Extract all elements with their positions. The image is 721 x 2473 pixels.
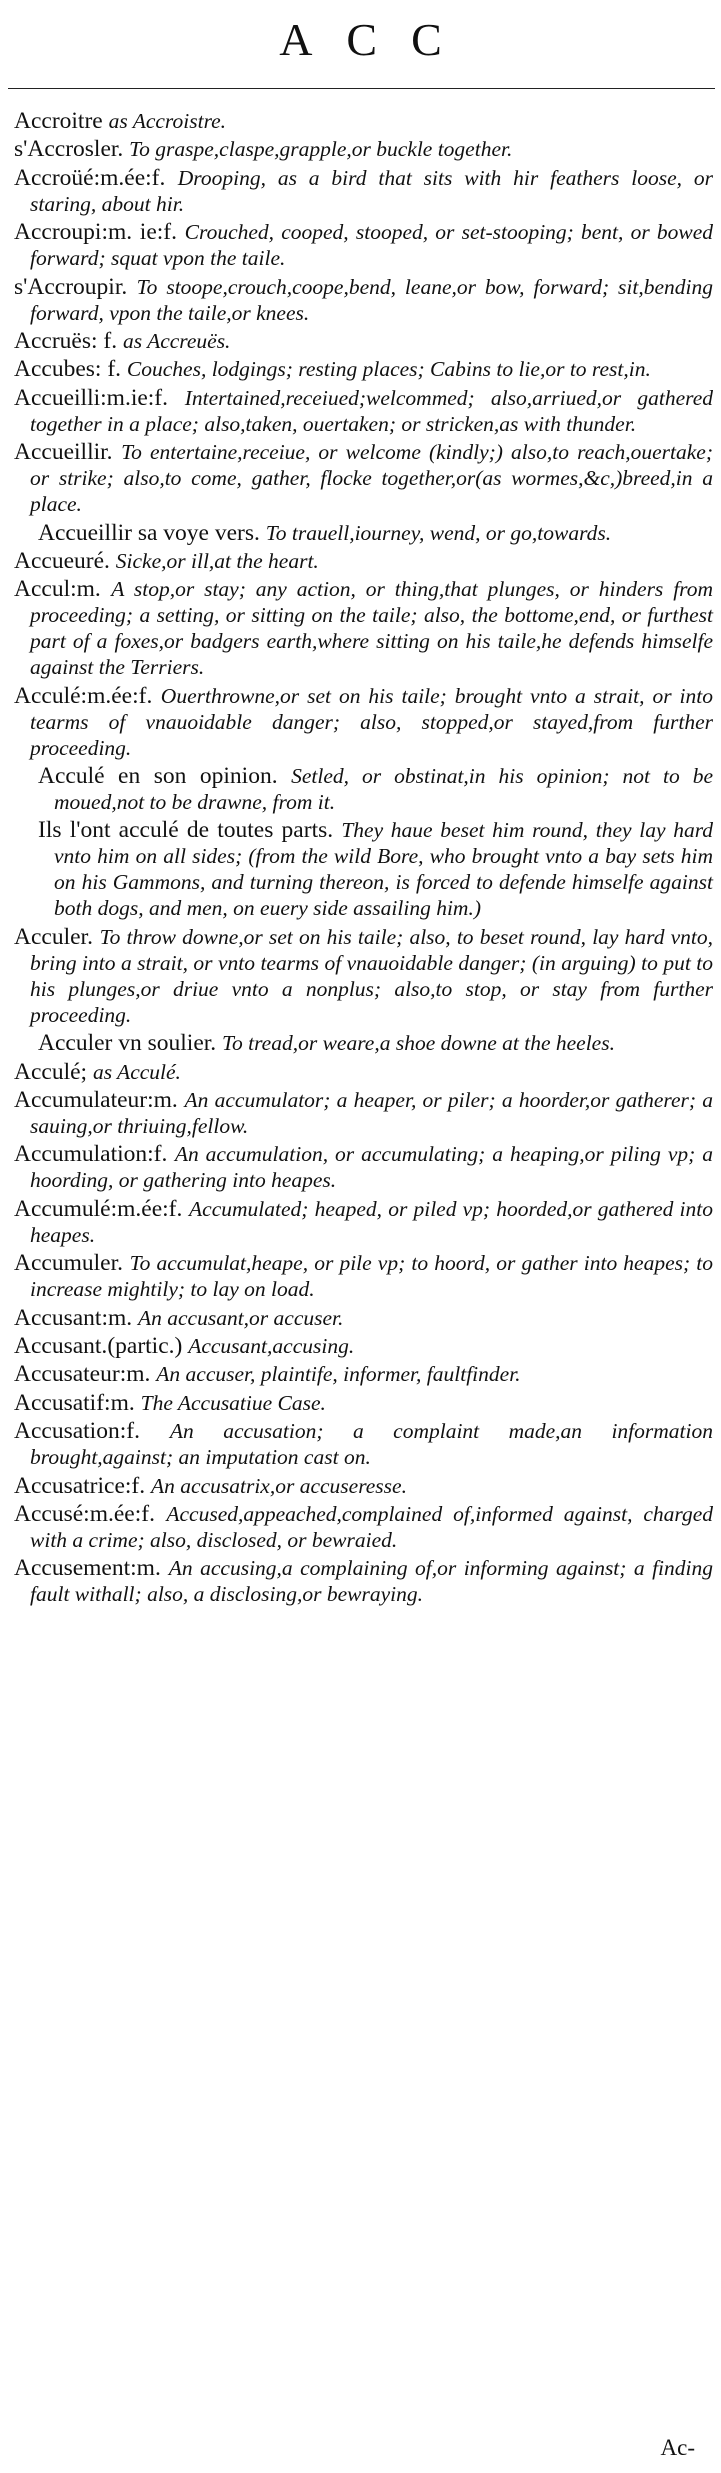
entry-headword: Accusation xyxy=(14,1418,120,1445)
entry-definition: An accuser, plaintife, informer, faultfinder. xyxy=(156,1362,521,1387)
dictionary-entry xyxy=(14,136,713,162)
entry-grammar: :m.ie:f. xyxy=(100,384,169,411)
entry-grammar: : f. xyxy=(90,327,118,354)
dictionary-entry xyxy=(14,683,713,761)
entry-headword: Accruës xyxy=(14,327,91,354)
entry-headword: Accul xyxy=(14,576,71,603)
sub-entry xyxy=(14,763,713,815)
dictionary-entry xyxy=(14,1473,713,1499)
entry-headword: Accueillir. xyxy=(14,439,113,466)
entry-headword: Accueillir sa voye vers. xyxy=(38,519,260,546)
entry-definition: They haue beset him round, they lay hard vnto him on all sides; (from the wild Bore, who brought vnto a bay sets him on his Gammons, and turning thereon, is forced to defende himselfe against both dogs, and men, on euery side assailing him.) xyxy=(54,818,714,921)
entry-list xyxy=(14,108,713,1610)
dictionary-entry xyxy=(14,576,713,680)
entry-headword: Accroupi xyxy=(14,219,102,246)
entry-definition: To stoope,crouch,coope,bend, leane,or bow, forward; sit,bending forward, vpon the taile,or knees. xyxy=(30,274,714,325)
entry-definition: Setled, or obstinat,in his opinion; not to be moued,not to be drawne, from it. xyxy=(54,764,713,815)
entry-grammar: :m.ée:f. xyxy=(110,1195,183,1222)
entry-definition: An accumulation, or accumulating; a heaping,or piling vp; a hoording, or gathering into heapes. xyxy=(30,1142,714,1193)
entry-grammar: :f. xyxy=(119,1418,140,1445)
dictionary-entry xyxy=(14,274,713,326)
entry-headword: Acculé en son opinion. xyxy=(38,763,278,790)
dictionary-entry xyxy=(14,1059,713,1085)
entry-grammar: :m. xyxy=(70,576,101,603)
header-rule xyxy=(8,88,715,89)
dictionary-entry xyxy=(14,1196,713,1248)
dictionary-entry xyxy=(14,1418,713,1470)
entry-definition: To tread,or weare,a shoe downe at the heeles. xyxy=(222,1031,615,1056)
entry-headword: Accusé xyxy=(14,1500,84,1527)
dictionary-entry xyxy=(14,165,713,217)
entry-headword: Accroitre xyxy=(14,108,103,134)
entry-definition: Accumulated; heaped, or piled vp; hoorded,or gathered into heapes. xyxy=(30,1196,714,1247)
entry-grammar: :m. xyxy=(147,1087,178,1114)
entry-headword: Accumulateur xyxy=(14,1087,148,1114)
entry-definition: Couches, lodgings; resting places; Cabins to lie,or to rest,in. xyxy=(126,357,651,382)
entry-definition: A stop,or stay; any action, or thing,that plunges, or hinders from proceeding; a setting, or sitting on the taile; also, the bottome,end, or furthest part of a foxes,or badgers earth,where sitting on his taile,he defends himselfe against the Terriers. xyxy=(30,577,714,680)
dictionary-entry xyxy=(14,924,713,1028)
entry-headword: Acculer vn soulier. xyxy=(38,1030,217,1057)
entry-definition: as Accreuës. xyxy=(122,328,231,353)
dictionary-entry xyxy=(14,1250,713,1302)
dictionary-entry xyxy=(14,1305,713,1331)
dictionary-entry xyxy=(14,328,713,354)
entry-definition: Intertained,receiued;welcommed; also,arriued,or gathered together in a place; also,taken, ouertaken; or stricken,as with thunder. xyxy=(30,385,713,436)
sub-entry xyxy=(14,520,713,546)
entry-headword: Accusement xyxy=(14,1555,131,1582)
entry-headword: Acculé xyxy=(14,682,81,709)
dictionary-entry xyxy=(14,1087,713,1139)
dictionary-entry xyxy=(14,439,713,517)
entry-headword: Accueuré. xyxy=(14,547,110,574)
entry-definition: An accumulator; a heaper, or piler; a hoorder,or gatherer; a sauing,or thriuing,fellow. xyxy=(30,1088,713,1139)
entry-definition: as Acculé. xyxy=(92,1059,181,1084)
dictionary-entry xyxy=(14,219,713,271)
dictionary-entry xyxy=(14,1333,713,1359)
dictionary-entry xyxy=(14,1390,713,1416)
entry-grammar: :m.ée:f. xyxy=(80,682,153,709)
entry-grammar: :m. xyxy=(130,1555,161,1582)
entry-definition: Accusant,accusing. xyxy=(188,1333,355,1358)
entry-definition: Sicke,or ill,at the heart. xyxy=(115,548,319,573)
entry-definition: An accusing,a complaining of,or informing against; a finding fault withall; also, a disclosing,or bewraying. xyxy=(30,1556,713,1607)
entry-definition: To accumulat,heape, or pile vp; to hoord, or gather into heapes; to increase mightily; to lay on load. xyxy=(30,1251,714,1302)
entry-headword: Accubes xyxy=(14,356,95,383)
entry-grammar: :m. xyxy=(104,1389,135,1416)
entry-headword: Accumulation xyxy=(14,1141,148,1168)
entry-headword: Accueilli xyxy=(14,384,101,411)
dictionary-entry xyxy=(14,385,713,437)
entry-grammar: :m.ée:f. xyxy=(83,1500,155,1527)
entry-definition: To throw downe,or set on his taile; also, to beset round, lay hard vnto, bring into a strait, or vnto tearms of vnauoidable danger; (in arguing) to put to his plunges,or driue vnto a nonplus; also,to stop, or stay from further proceeding. xyxy=(30,924,714,1027)
entry-grammar: :f. xyxy=(147,1141,168,1168)
entry-definition: as Accroistre. xyxy=(108,109,227,133)
entry-headword: Accusatrice xyxy=(14,1472,125,1499)
entry-definition: An accusant,or accuser. xyxy=(138,1305,344,1330)
dictionary-entry xyxy=(14,356,713,382)
entry-definition: The Accusatiue Case. xyxy=(140,1390,326,1415)
entry-headword: s'Accroupir. xyxy=(14,273,128,300)
entry-grammar: :m.ée:f. xyxy=(93,164,166,191)
entry-headword: Accusant xyxy=(14,1304,102,1331)
entry-definition: Ouerthrowne,or set on his taile; brought vnto a strait, or into tearms of vnauoidable danger; also, stopped,or stayed,from further proceeding. xyxy=(30,683,714,760)
entry-definition: An accusatrix,or accuseresse. xyxy=(151,1473,407,1498)
entry-grammar: :m. xyxy=(119,1361,151,1388)
dictionary-entry xyxy=(14,1555,713,1607)
entry-headword: Accroüé xyxy=(14,164,94,191)
dictionary-entry xyxy=(14,108,713,134)
sub-entry xyxy=(14,1030,713,1056)
entry-headword: Accumuler. xyxy=(14,1250,123,1277)
entry-definition: Accused,appeached,complained of,informed against, charged with a crime; also, disclosed, or bewraied. xyxy=(30,1501,714,1552)
entry-headword: Accusant. xyxy=(14,1332,108,1359)
entry-headword: Accusatif xyxy=(14,1389,105,1416)
entry-grammar: :f. xyxy=(124,1472,146,1499)
entry-headword: Acculé; xyxy=(14,1058,88,1085)
entry-grammar: (partic.) xyxy=(107,1332,183,1359)
entry-definition: An accusation; a complaint made,an information brought,against; an imputation cast on. xyxy=(30,1419,713,1470)
entry-grammar: : f. xyxy=(94,356,122,383)
dictionary-entry xyxy=(14,1141,713,1193)
entry-definition: To trauell,iourney, wend, or go,towards. xyxy=(265,520,612,545)
entry-definition: To entertaine,receiue, or welcome (kindly;) also,to reach,ouertake; or strike; also,to come, gather, flocke together,or(as wormes,&c,)breed,in a place. xyxy=(30,440,713,517)
entry-headword: Ils l'ont acculé de toutes parts. xyxy=(38,817,334,844)
entry-headword: Acculer. xyxy=(14,923,93,950)
dictionary-entry xyxy=(14,1361,713,1387)
catchword: Ac- xyxy=(660,2435,695,2460)
entry-definition: To graspe,claspe,grapple,or buckle together. xyxy=(129,137,513,162)
entry-grammar: :m. ie:f. xyxy=(101,219,177,246)
entry-headword: Accusateur xyxy=(14,1361,120,1388)
running-head: ACC xyxy=(279,14,476,65)
entry-headword: s'Accrosler. xyxy=(14,136,124,163)
entry-definition: Drooping, as a bird that sits with hir feathers loose, or staring, about hir. xyxy=(30,165,713,216)
entry-headword: Accumulé xyxy=(14,1195,111,1222)
dictionary-entry xyxy=(14,1501,713,1553)
entry-definition: Crouched, cooped, stooped, or set-stooping; bent, or bowed forward; squat vpon the taile. xyxy=(30,220,713,271)
sub-entry xyxy=(14,817,713,921)
entry-grammar: :m. xyxy=(101,1304,133,1331)
dictionary-entry xyxy=(14,548,713,574)
